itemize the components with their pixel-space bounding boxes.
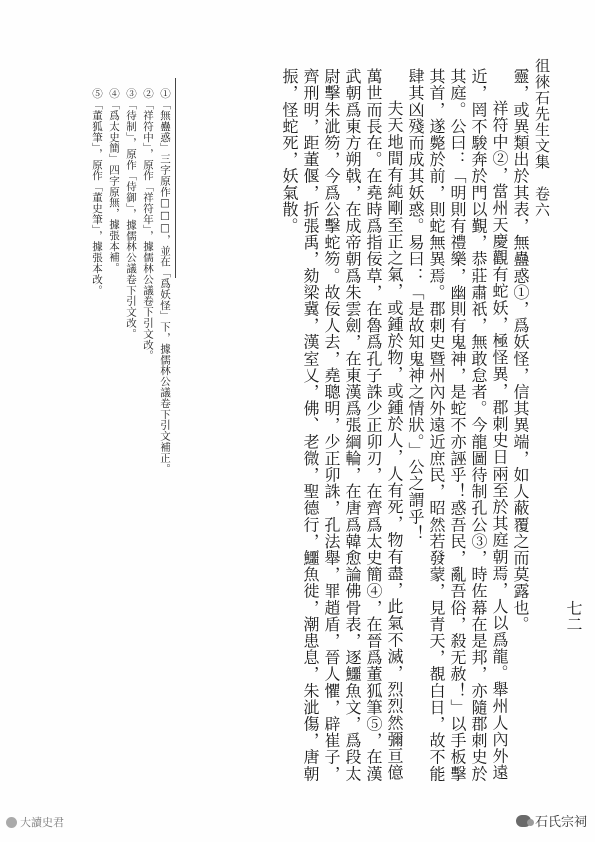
paragraph-2: 祥符中②，當州天慶觀有蛇妖，極怪異，郡刺史日兩至於其庭朝焉，人以爲龍。舉州人內外遠近，罔不駿奔於門以覲，恭莊肅祇，無敢怠者。今龍圖待制孔公③，時佐幕在是邦，亦隨郡刺史於其庭。公曰：「明則有禮樂，幽則有鬼神，是蛇不亦誣乎！惑吾民，亂吾俗，殺无赦！」以手板擊其首，遂斃於前，則蛇無異焉。郡刺史暨州內外遠近庶民，昭然若發蒙，見青天，覩白日，故不能肆其凶殘而成其妖惑。易曰：「是故知鬼神之情狀。」公之謂乎！: [406, 68, 509, 782]
footnote-5: ⑤「董狐筆」，原作「董史筆」，據張本改。: [91, 88, 103, 296]
watermark-right: [516, 811, 587, 830]
running-header: 徂徠石先生文集 卷六: [533, 58, 551, 218]
watermark-left: [6, 814, 64, 830]
main-text: [151, 68, 531, 793]
notes-divider: [175, 78, 176, 278]
paragraph-3: 夫天地間有純剛至正之氣，或鍾於物，或鍾於人，人有死，物有盡，此氣不滅，烈烈然彌亘億萬世而長在。在堯時爲指佞草，在魯爲孔子誅少正卯刃，在齊爲太史簡④，在晉爲董狐筆⑤，在漢武朝爲東方朔戟，在成帝朝爲朱雲劍，在東漢爲張綱輪，在唐爲韓愈論佛骨表，逐鱷魚文，爲段太尉擊朱泚笏，今爲公擊蛇笏。故佞人去，堯聰明，少正卯誅，孔法舉，罪趙盾，晉人懼，辟崔子，齊刑明，距董偃，折張禹，劾梁冀，漢室乂，佛、老微，聖德行，鱷魚徙，潮患息，朱泚傷，唐朝振，怪蛇死，妖氣散。: [280, 68, 404, 782]
page-number: 七二: [564, 600, 583, 632]
footnote-1: ①「無蠱惑」三字原作□□□，並在「爲妖怪」下，據儒林公議卷下引文補正。: [159, 88, 171, 474]
footnote-2: ②「祥符中」，原作「祥符年」，據儒林公議卷下引文改。: [142, 88, 154, 361]
watermark-right-text: 石氏宗祠: [534, 815, 587, 830]
paragraph-1: 靈，或異類出於其表，無蠱惑①，爲妖怪，信其異端，如人蔽覆之而莫露也。: [511, 68, 530, 633]
wechat-icon: [516, 815, 531, 827]
footnotes: [65, 88, 173, 648]
footnote-3: ③「待制」，原作「侍御」，據儒林公議卷下引文改。: [125, 88, 137, 340]
logo-icon: [6, 817, 17, 828]
watermark-left-text: 大讀史君: [20, 816, 64, 829]
footnote-4: ④「爲太史簡」四字原無，據張本補。: [108, 88, 120, 274]
